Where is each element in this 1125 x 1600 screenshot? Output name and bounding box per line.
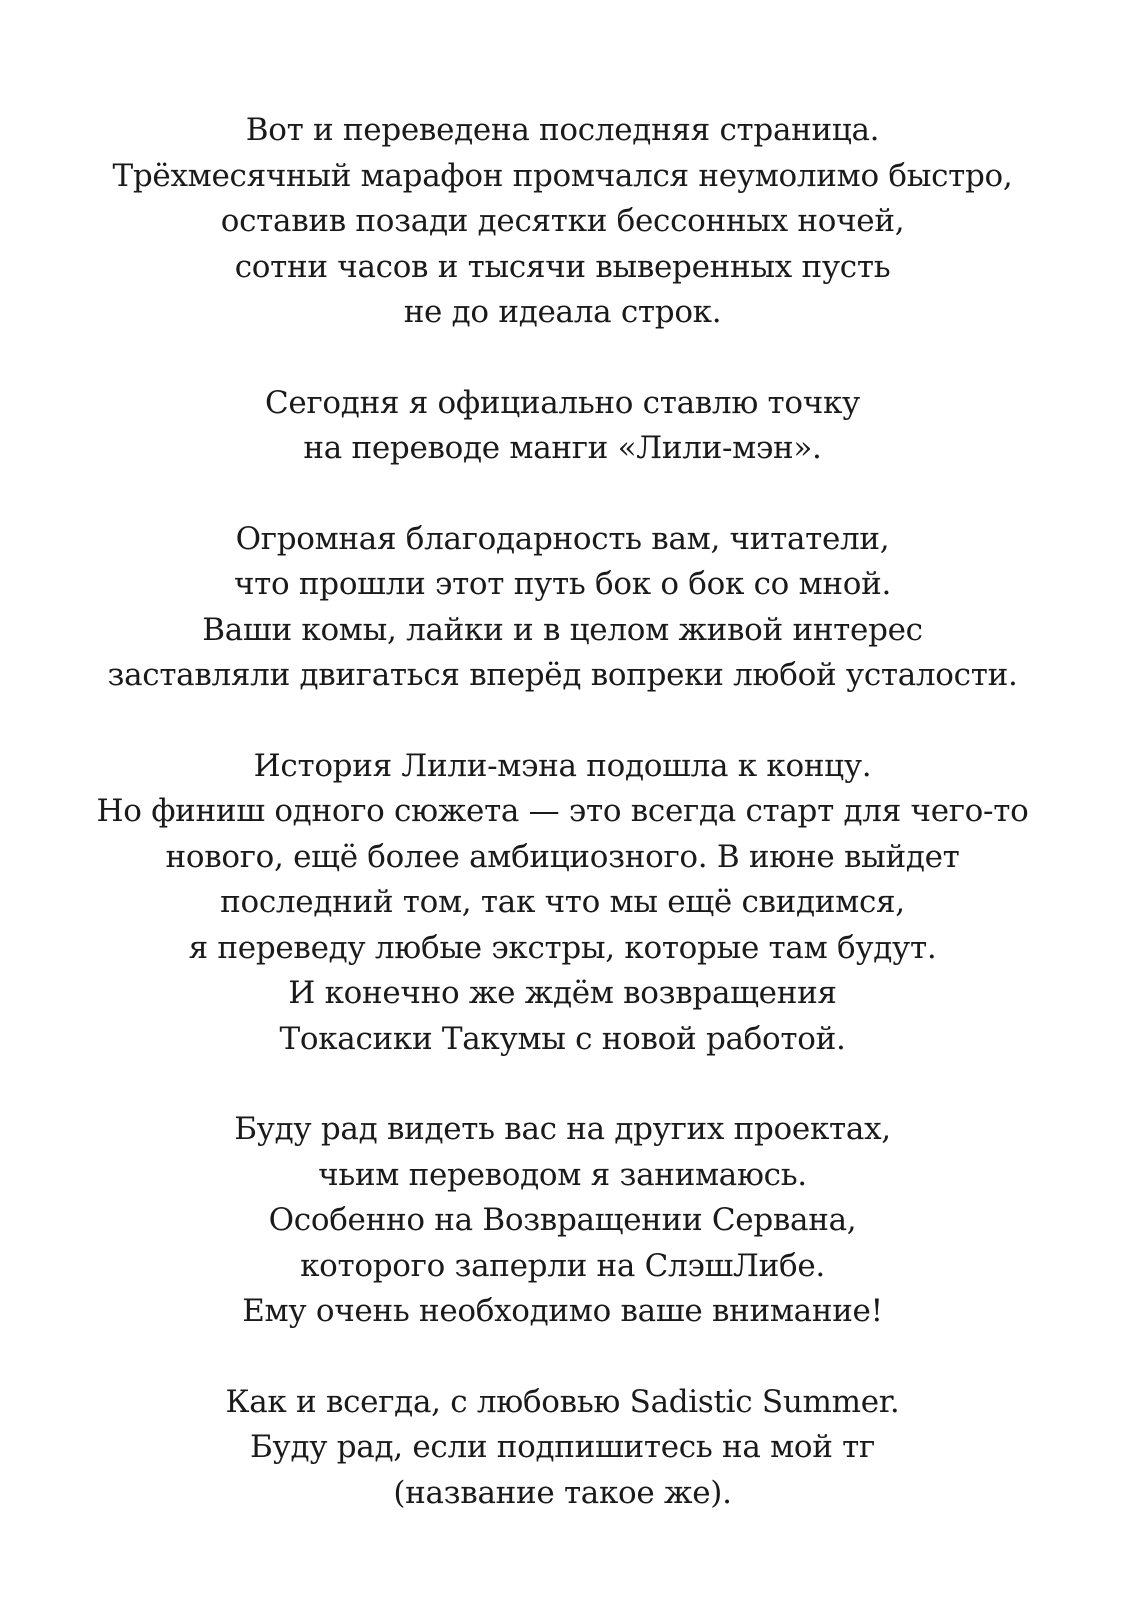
- text-line: Вот и переведена последняя страница.: [245, 112, 880, 148]
- paragraph-signature: [0, 1380, 1125, 1517]
- text-line: Токасики Такумы с новой работой.: [279, 1020, 846, 1057]
- text-line: Буду рад видеть вас на других проектах,: [234, 1111, 891, 1147]
- text-line: История Лили-мэна подошла к концу.: [253, 747, 872, 784]
- text-line: которого заперли на СлэшЛибе.: [300, 1247, 825, 1284]
- paragraph-other-projects: [0, 1107, 1125, 1335]
- text-line: Как и всегда, с любовью Sadistic Summer.: [225, 1383, 900, 1420]
- text-line: чьим переводом я занимаюсь.: [318, 1156, 807, 1193]
- text-line: Огромная благодарность вам, читатели,: [235, 520, 890, 557]
- text-line: что прошли этот путь бок о бок со мной.: [233, 566, 892, 602]
- paragraph-thanks-readers: [0, 517, 1125, 699]
- text-line: оставив позади десятки бессонных ночей,: [220, 203, 905, 239]
- text-line: заставляли двигаться вперёд вопреки любой усталости.: [107, 657, 1018, 693]
- paragraph-story-end: [0, 744, 1125, 1063]
- text-line: Особенно на Возвращении Сервана,: [268, 1202, 857, 1238]
- text-line: сотни часов и тысячи выверенных пусть: [234, 248, 891, 285]
- text-line: Ему очень необходимо ваше внимание!: [242, 1293, 883, 1329]
- paragraph-finished-translation: [0, 108, 1125, 336]
- text-line: Трёхмесячный марафон промчался неумолимо быстро,: [112, 157, 1013, 194]
- text-line: Буду рад, если подпишитесь на мой тг: [250, 1429, 875, 1465]
- text-line: не до идеала строк.: [403, 294, 722, 330]
- text-line: я переведу любые экстры, которые там будут.: [188, 929, 937, 966]
- text-line: последний том, так что мы ещё свидимся,: [220, 884, 905, 920]
- paragraph-official-end: [0, 381, 1125, 472]
- afterword-page: [0, 108, 1125, 1561]
- text-line: И конечно же ждём возвращения: [288, 975, 837, 1011]
- text-line: на переводе манги «Лили-мэн».: [303, 430, 822, 466]
- text-line: (название такое же).: [393, 1474, 732, 1511]
- text-line: Но финиш одного сюжета — это всегда старт для чего-то: [96, 793, 1029, 829]
- text-line: Ваши комы, лайки и в целом живой интерес: [202, 611, 923, 648]
- text-line: нового, ещё более амбициозного. В июне выйдет: [165, 838, 960, 875]
- text-line: Сегодня я официально ставлю точку: [265, 384, 860, 421]
